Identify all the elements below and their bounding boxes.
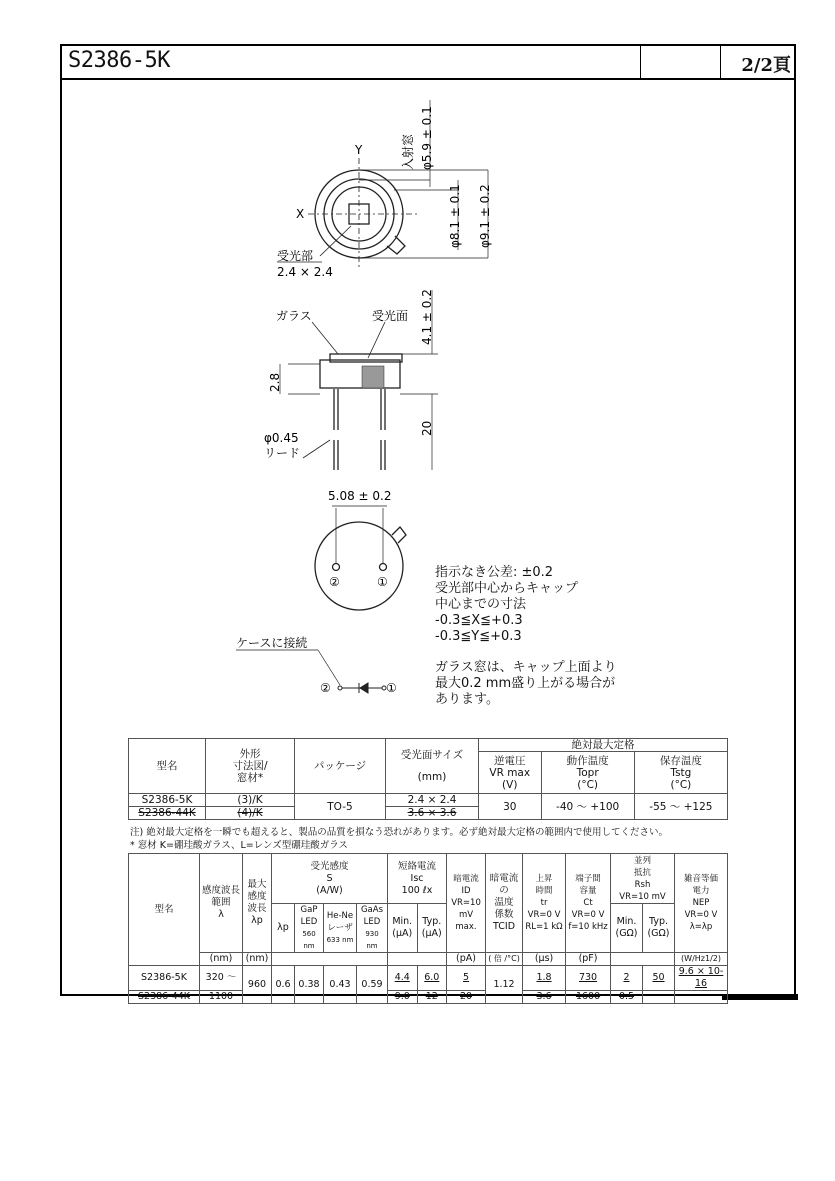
tolerance-notes bbox=[435, 565, 578, 645]
case-conn-label: ケースに接続 bbox=[236, 636, 308, 650]
bottom-view bbox=[315, 506, 406, 610]
t2-h-rsh-typ: Typ. (GΩ) bbox=[643, 904, 675, 953]
t2-peak: 960 bbox=[243, 966, 272, 1004]
t2-rsh-typ1: 50 bbox=[643, 966, 675, 991]
pin1-label: ① bbox=[377, 575, 388, 589]
t2-ct2: 1600 bbox=[566, 991, 611, 1004]
t2-tr2: 3.6 bbox=[523, 991, 566, 1004]
diode-symbol bbox=[338, 683, 386, 693]
t2-h-rsh-min: Min. (GΩ) bbox=[611, 904, 643, 953]
lead-label: リード bbox=[264, 446, 301, 460]
t2-h-sens: 受光感度 S (A/W) bbox=[272, 854, 388, 904]
t2-u-nep: (W/Hz1/2) bbox=[675, 953, 728, 966]
footnote-1: 注) 絶対最大定格を一瞬でも超えると、製品の品質を損なう恐れがあります。必ず絶対最大定格の範囲内で使用してください。 bbox=[130, 827, 668, 838]
t2-ct1: 730 bbox=[566, 966, 611, 991]
t1-vr: 30 bbox=[479, 794, 542, 820]
axis-x-label: X bbox=[296, 207, 305, 221]
t1-r1-type: S2386-5K bbox=[129, 794, 206, 807]
t2-u-id: (pA) bbox=[447, 953, 486, 966]
glass-label: ガラス bbox=[276, 309, 312, 323]
t2-h-tr: 上昇 時間 tr VR=0 V RL=1 kΩ bbox=[523, 854, 566, 953]
t2-s-gaas: 0.59 bbox=[357, 966, 388, 1004]
page-title: S2386-5K bbox=[68, 48, 170, 73]
t1-h-tstg: 保存温度 Tstg (°C) bbox=[634, 752, 727, 794]
t2-s-gap: 0.38 bbox=[295, 966, 324, 1004]
t2-h-gap: GaP LED 560 nm bbox=[295, 904, 324, 953]
note-line: -0.3≦Y≦+0.3 bbox=[435, 629, 522, 644]
sym-left-pin: ② bbox=[320, 681, 331, 695]
t2-isc-min2: 9.0 bbox=[388, 991, 418, 1004]
t1-r2-type: S2386-44K bbox=[129, 807, 206, 820]
note-line: 指示なき公差: ±0.2 bbox=[435, 565, 554, 580]
t1-h-pkg: パッケージ bbox=[295, 739, 386, 794]
t2-rsh-min2: 0.5 bbox=[611, 991, 643, 1004]
t1-pkg: TO-5 bbox=[295, 794, 386, 820]
t2-h-id: 暗電流 ID VR=10 mV max. bbox=[447, 854, 486, 953]
t1-h-vr: 逆電圧 VR max (V) bbox=[479, 752, 542, 794]
t2-h-isc: 短絡電流 Isc 100 ℓx bbox=[388, 854, 447, 904]
h28-label: 2.8 bbox=[268, 372, 282, 392]
h20-label: 20 bbox=[420, 420, 434, 436]
note-line: 中心までの寸法 bbox=[435, 597, 527, 612]
glass-notes bbox=[435, 660, 617, 708]
phi91-label: φ9.1 ± 0.2 bbox=[478, 184, 492, 248]
t2-isc-typ1: 6.0 bbox=[417, 966, 447, 991]
t1-r1-area: 2.4 × 2.4 bbox=[386, 794, 479, 807]
t2-h-nep: 雑音等価 電力 NEP VR=0 V λ=λp bbox=[675, 854, 728, 953]
t2-u-tr: (µs) bbox=[523, 953, 566, 966]
t2-nep1: 9.6 × 10-16 bbox=[675, 966, 728, 991]
t1-tstg: -55 ～ +125 bbox=[634, 794, 727, 820]
t1-h-absmax: 絶対最大定格 bbox=[479, 739, 728, 752]
note-line: ガラス窓は、キャップ上面より bbox=[435, 660, 617, 675]
t2-range1: 320 ～ bbox=[200, 966, 243, 991]
t1-h-topr: 動作温度 Topr (°C) bbox=[541, 752, 634, 794]
footnote-2: * 窓材 K=硼珪酸ガラス、L=レンズ型硼珪酸ガラス bbox=[130, 840, 348, 851]
t2-u-range: (nm) bbox=[200, 953, 243, 966]
sym-right-pin: ① bbox=[386, 681, 397, 695]
t2-isc-min1: 4.4 bbox=[388, 966, 418, 991]
t2-r2-type: S2386-44K bbox=[129, 991, 200, 1004]
t1-h-dim: 外形 寸法図/ 窓材* bbox=[206, 739, 295, 794]
t1-r2-dim: (4)/K bbox=[206, 807, 295, 820]
t2-rsh-min1: 2 bbox=[611, 966, 643, 991]
t2-id1: 5 bbox=[447, 966, 486, 991]
t1-h-area: 受光面サイズ (mm) bbox=[386, 739, 479, 794]
t2-s-lp: 0.6 bbox=[272, 966, 295, 1004]
t2-h-gaas: GaAs LED 930 nm bbox=[357, 904, 388, 953]
t2-s-hene: 0.43 bbox=[324, 966, 357, 1004]
sensor-label: 受光部 bbox=[277, 249, 314, 263]
t2-u-ct: (pF) bbox=[566, 953, 611, 966]
t2-u-peak: (nm) bbox=[243, 953, 272, 966]
note-line: あります。 bbox=[435, 692, 499, 707]
pin2-label: ② bbox=[329, 575, 340, 589]
t1-topr: -40 ～ +100 bbox=[541, 794, 634, 820]
t2-u-tcid: ( 倍 /°C) bbox=[486, 953, 523, 966]
phi59-label: φ5.9 ± 0.1 bbox=[420, 106, 434, 170]
h41-label: 4.1 ± 0.2 bbox=[420, 289, 434, 345]
t2-h-range: 感度波長 範囲 λ bbox=[200, 854, 243, 953]
window-label: 入射窓 bbox=[401, 133, 415, 170]
t1-h-type: 型名 bbox=[129, 739, 206, 794]
t2-range2: 1100 bbox=[200, 991, 243, 1004]
t2-h-type: 型名 bbox=[129, 854, 200, 966]
axis-y-label: Y bbox=[355, 143, 363, 157]
phi81-label: φ8.1 ± 0.1 bbox=[448, 184, 462, 248]
t2-h-ct: 端子間 容量 Ct VR=0 V f=10 kHz bbox=[566, 854, 611, 953]
note-line: 最大0.2 mm盛り上がる場合が bbox=[435, 676, 616, 691]
t2-h-rsh: 並列 抵抗 Rsh VR=10 mV bbox=[611, 854, 675, 904]
t2-id2: 20 bbox=[447, 991, 486, 1004]
corner-bar bbox=[722, 994, 798, 1000]
t2-h-peak: 最大 感度 波長 λp bbox=[243, 854, 272, 953]
lead-dia-label: φ0.45 bbox=[264, 431, 299, 445]
surface-label: 受光面 bbox=[372, 309, 409, 323]
t2-h-typ: Typ. (µA) bbox=[417, 904, 447, 953]
t1-r2-area: 3.6 × 3.6 bbox=[386, 807, 479, 820]
page-number: 2/2頁 bbox=[741, 55, 791, 76]
t2-h-tcid: 暗電流 の 温度 係数 TCID bbox=[486, 854, 523, 953]
t2-tr1: 1.8 bbox=[523, 966, 566, 991]
note-line: -0.3≦X≦+0.3 bbox=[435, 613, 523, 628]
sensor-size: 2.4 × 2.4 bbox=[277, 265, 333, 279]
pitch-label: 5.08 ± 0.2 bbox=[328, 489, 392, 503]
t2-h-hene: He-Ne レーザ 633 nm bbox=[324, 904, 357, 953]
t2-isc-typ2: 12 bbox=[417, 991, 447, 1004]
t1-r1-dim: (3)/K bbox=[206, 794, 295, 807]
t2-tcid: 1.12 bbox=[486, 966, 523, 1004]
note-line: 受光部中心からキャップ bbox=[435, 581, 579, 596]
t2-h-lp: λp bbox=[272, 904, 295, 953]
absolute-max-table bbox=[128, 738, 728, 820]
characteristics-table bbox=[128, 853, 728, 1004]
t2-r1-type: S2386-5K bbox=[129, 966, 200, 991]
t2-h-min: Min. (µA) bbox=[388, 904, 418, 953]
